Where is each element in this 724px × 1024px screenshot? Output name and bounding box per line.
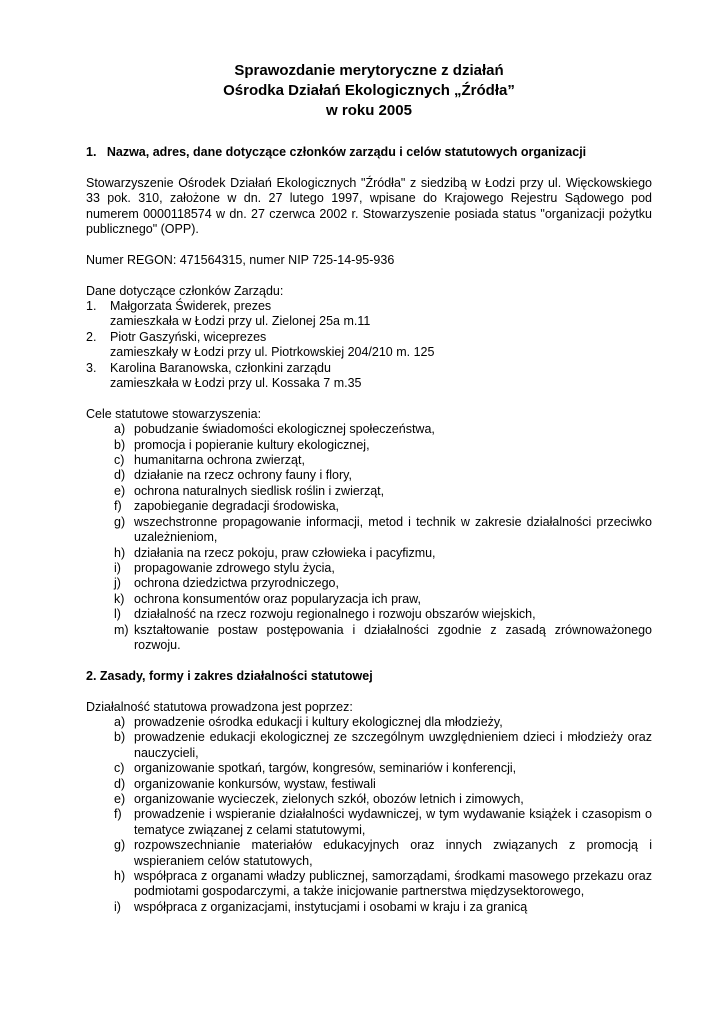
title-line-3: w roku 2005 [326,102,412,119]
activities-intro: Działalność statutowa prowadzona jest poprzez: [86,699,353,714]
goal-item [110,546,652,561]
goal-item [110,607,652,622]
goal-item-label: b) [114,437,126,452]
goal-item-text: ochrona dziedzictwa przyrodniczego, [134,576,339,591]
goal-item-text: pobudzanie świadomości ekologicznej społeczeństwa, [134,422,435,437]
board-member-number: 1. [86,299,97,314]
goal-item-label: j) [114,576,121,591]
goal-item-text: wszechstronne propagowanie informacji, metod i technik w zakresie działalności przeciwko uzależnieniom, [134,514,652,545]
board-member [86,330,652,361]
goal-item-label: g) [114,514,126,529]
title-line-2: Ośrodka Działań Ekologicznych „Źródła” [223,82,515,99]
activity-item-label: f) [114,807,122,822]
activity-item-label: a) [114,714,126,729]
goal-item [110,468,652,483]
activities-list [110,715,652,915]
document-page [86,61,652,915]
activity-item-text: współpraca z organami władzy publicznej, samorządami, środkami masowego przekazu oraz podmiotami gospodarczymi, a także inicjowanie partnerstwa międzysektorowego, [134,869,652,899]
goal-item [110,561,652,576]
activity-item-text: prowadzenie i wspieranie działalności wydawniczej, w tym wydawanie książek i czasopism o tematyce związanej z celami statutowymi, [134,807,652,837]
goal-item-text: kształtowanie postaw postępowania i działalności zgodnie z zasadą zrównoważonego rozwoju. [134,622,652,652]
goal-item-text: działania na rzecz pokoju, praw człowieka i pacyfizmu, [134,545,436,560]
activity-item-label: h) [114,869,126,883]
board-member-address: zamieszkała w Łodzi przy ul. Zielonej 25a m.11 [110,314,371,329]
board-member-name: Piotr Gaszyński, wiceprezes [110,329,267,344]
title-line-1: Sprawozdanie merytoryczne z działań [234,62,504,79]
goal-item [110,515,652,546]
goal-item [110,576,652,591]
board-member-address: zamieszkały w Łodzi przy ul. Piotrkowskiej 204/210 m. 125 [110,345,435,360]
goal-item [110,438,652,453]
goal-item-label: e) [114,483,126,498]
section-1-heading: 1. Nazwa, adres, dane dotyczące członków zarządu i celów statutowych organizacji [86,145,587,159]
regon-nip: Numer REGON: 471564315, numer NIP 725-14-95-936 [86,252,395,267]
activity-item-text: organizowanie wycieczek, zielonych szkół, obozów letnich i zimowych, [134,791,524,806]
activity-item [110,730,652,761]
goal-item-text: humanitarna ochrona zwierząt, [134,453,305,468]
activity-item [110,777,652,792]
goal-item-text: działalność na rzecz rozwoju regionalnego i rozwoju obszarów wiejskich, [134,607,536,622]
goals-list [110,422,652,653]
activity-item [110,761,652,776]
board-member-name: Karolina Baranowska, członkini zarządu [110,360,331,375]
activity-item-text: prowadzenie edukacji ekologicznej ze szczególnym uwzględnieniem dzieci i młodzieży oraz nauczycieli, [134,730,652,760]
goals-heading: Cele statutowe stowarzyszenia: [86,406,262,421]
goal-item-text: promocja i popieranie kultury ekologicznej, [134,437,370,452]
section-2-heading: 2. Zasady, formy i zakres działalności statutowej [86,668,373,683]
activity-item [110,715,652,730]
goal-item-label: m) [114,622,129,637]
board-heading: Dane dotyczące członków Zarządu: [86,283,284,298]
board-member-name: Małgorzata Świderek, prezes [110,299,272,314]
goal-item-label: l) [114,607,121,622]
activity-item [110,869,652,900]
activity-item-text: organizowanie konkursów, wystaw, festiwali [134,776,376,791]
board-member-number: 3. [86,360,97,375]
activity-item-label: i) [114,899,121,914]
activity-item-text: rozpowszechnianie materiałów edukacyjnych oraz innych związanych z promocją i wspieraniem celów statutowych, [134,838,652,868]
goal-item [110,422,652,437]
goal-item-label: h) [114,545,126,560]
activity-item-label: d) [114,776,126,791]
activity-item-text: współpraca z organizacjami, instytucjami i osobami w kraju i za granicą [134,899,528,914]
board-member [86,361,652,392]
goal-item-text: działanie na rzecz ochrony fauny i flory, [134,468,352,483]
activity-item [110,838,652,869]
activity-item-label: g) [114,838,126,853]
goal-item-label: f) [114,499,122,514]
goal-item [110,499,652,514]
activity-item-label: e) [114,791,126,806]
board-member-number: 2. [86,329,97,344]
goal-item-label: d) [114,468,126,483]
board-list [86,299,652,391]
goal-item-label: a) [114,422,126,437]
organization-description: Stowarzyszenie Ośrodek Działań Ekologicznych "Źródła" z siedzibą w Łodzi przy ul. Więckowskiego 33 pok. 310, założone w dn. 27 lutego 1997, wpisane do Krajowego Rejestru Sądowego pod numerem 0000118574 w dn. 27 czerwca 2002 r. Stowarzyszenie posiada status "organizacji pożytku publicznego" (OPP). [86,175,652,237]
activity-item [110,792,652,807]
activity-item-text: organizowanie spotkań, targów, kongresów, seminariów i konferencji, [134,761,517,776]
goal-item [110,623,652,654]
activity-item-text: prowadzenie ośrodka edukacji i kultury ekologicznej dla młodzieży, [134,714,503,729]
goal-item-label: k) [114,591,125,606]
activity-item [110,807,652,838]
activity-item [110,900,652,915]
goal-item-text: ochrona naturalnych siedlisk roślin i zwierząt, [134,483,385,498]
goal-item-label: c) [114,453,125,468]
goal-item [110,484,652,499]
goal-item [110,592,652,607]
document-title [86,61,652,121]
goal-item-text: propagowanie zdrowego stylu życia, [134,560,335,575]
board-member [86,299,652,330]
activity-item-label: c) [114,761,125,776]
activity-item-label: b) [114,730,126,745]
goal-item-label: i) [114,560,121,575]
board-member-address: zamieszkała w Łodzi przy ul. Kossaka 7 m.35 [110,376,362,391]
goal-item [110,453,652,468]
goal-item-text: zapobieganie degradacji środowiska, [134,499,339,514]
goal-item-text: ochrona konsumentów oraz popularyzacja ich praw, [134,591,421,606]
